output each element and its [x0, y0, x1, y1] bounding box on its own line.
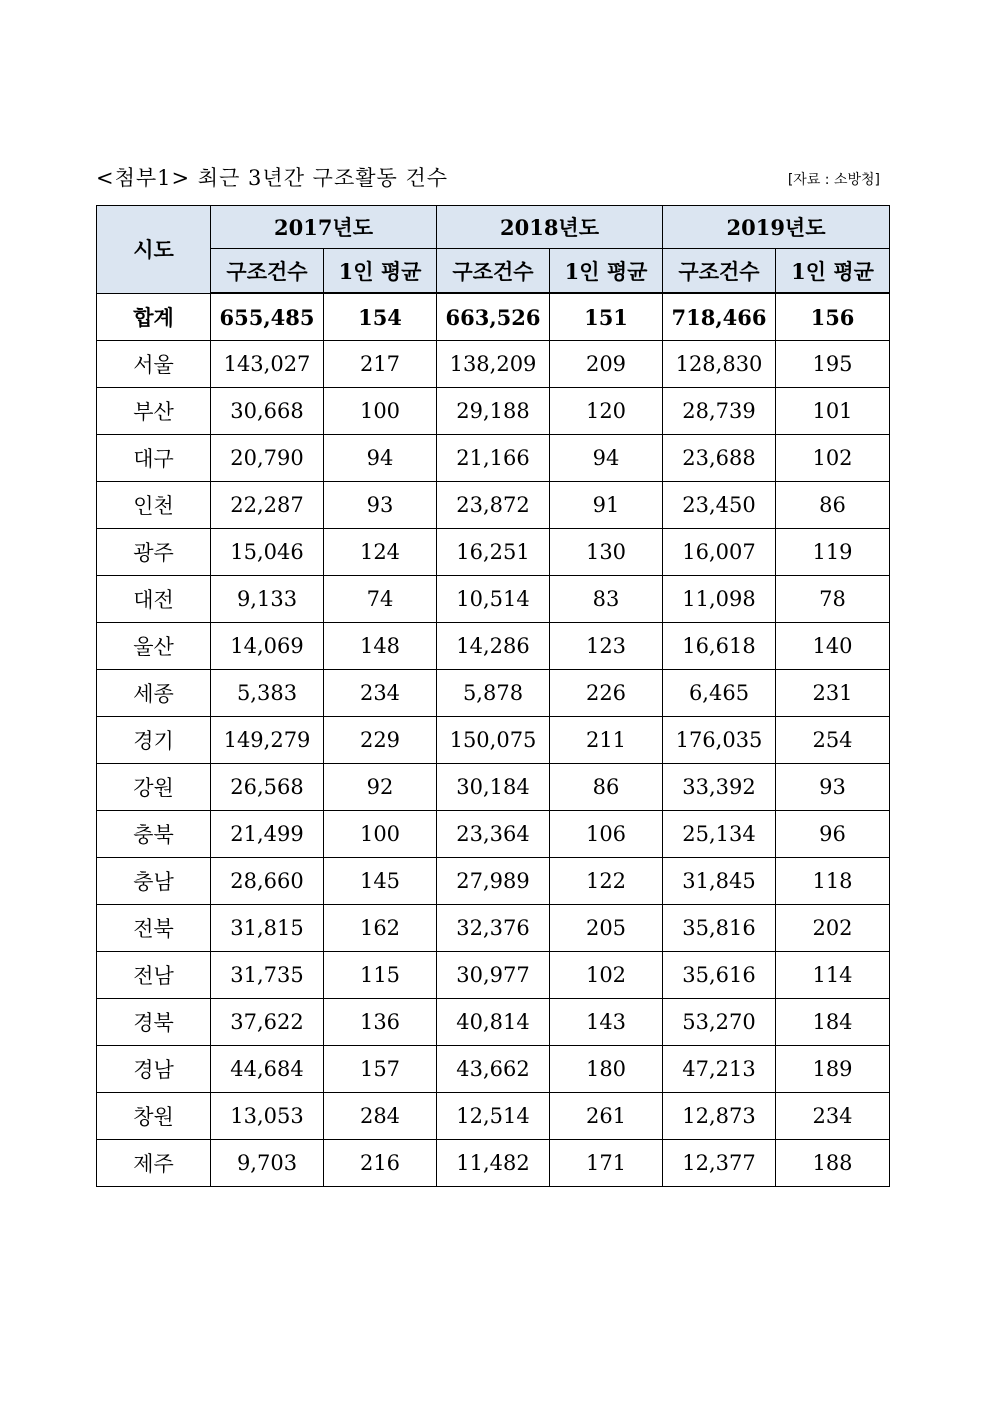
header-row-years — [97, 206, 890, 249]
rescue-count-cell: 30,184 — [437, 764, 550, 811]
rescue-count-cell: 53,270 — [663, 999, 776, 1046]
rescue-count-cell: 149,279 — [211, 717, 324, 764]
per-person-avg-cell: 92 — [324, 764, 437, 811]
year-header-2018: 2018년도 — [437, 206, 663, 249]
per-person-avg-cell: 106 — [550, 811, 663, 858]
table-row — [97, 999, 890, 1046]
rescue-count-cell: 44,684 — [211, 1046, 324, 1093]
per-person-avg-cell: 226 — [550, 670, 663, 717]
per-person-avg-cell: 156 — [776, 293, 890, 341]
rescue-count-cell: 143,027 — [211, 341, 324, 388]
rescue-count-cell: 47,213 — [663, 1046, 776, 1093]
rescue-count-cell: 29,188 — [437, 388, 550, 435]
per-person-avg-cell: 234 — [324, 670, 437, 717]
rescue-count-cell: 11,098 — [663, 576, 776, 623]
rescue-count-cell: 663,526 — [437, 293, 550, 341]
rescue-count-cell: 15,046 — [211, 529, 324, 576]
per-person-avg-cell: 217 — [324, 341, 437, 388]
per-person-avg-cell: 231 — [776, 670, 890, 717]
region-cell: 경북 — [97, 999, 211, 1046]
per-person-avg-cell: 136 — [324, 999, 437, 1046]
rescue-count-cell: 23,450 — [663, 482, 776, 529]
per-person-avg-cell: 74 — [324, 576, 437, 623]
table-row-total — [97, 293, 890, 341]
rescue-count-cell: 12,514 — [437, 1093, 550, 1140]
table-row — [97, 623, 890, 670]
rescue-count-cell: 9,133 — [211, 576, 324, 623]
table-row — [97, 1140, 890, 1187]
per-person-avg-cell: 102 — [550, 952, 663, 999]
region-cell: 경기 — [97, 717, 211, 764]
per-person-avg-cell: 195 — [776, 341, 890, 388]
region-cell: 창원 — [97, 1093, 211, 1140]
rescue-count-cell: 16,251 — [437, 529, 550, 576]
per-person-avg-cell: 86 — [776, 482, 890, 529]
per-person-avg-cell: 157 — [324, 1046, 437, 1093]
per-person-avg-cell: 229 — [324, 717, 437, 764]
per-person-avg-cell: 83 — [550, 576, 663, 623]
per-person-avg-cell: 205 — [550, 905, 663, 952]
table-row — [97, 482, 890, 529]
region-cell: 강원 — [97, 764, 211, 811]
rescue-count-cell: 31,815 — [211, 905, 324, 952]
rescue-count-cell: 27,989 — [437, 858, 550, 905]
rescue-count-cell: 150,075 — [437, 717, 550, 764]
rescue-count-header: 구조건수 — [211, 249, 324, 294]
per-person-avg-cell: 284 — [324, 1093, 437, 1140]
rescue-count-cell: 23,872 — [437, 482, 550, 529]
per-person-avg-cell: 171 — [550, 1140, 663, 1187]
per-person-avg-cell: 102 — [776, 435, 890, 482]
table-row — [97, 670, 890, 717]
per-person-avg-cell: 123 — [550, 623, 663, 670]
rescue-count-cell: 33,392 — [663, 764, 776, 811]
per-person-avg-cell: 94 — [324, 435, 437, 482]
per-person-avg-header: 1인 평균 — [324, 249, 437, 294]
rescue-count-cell: 5,383 — [211, 670, 324, 717]
rescue-count-cell: 16,007 — [663, 529, 776, 576]
region-cell: 인천 — [97, 482, 211, 529]
table-row — [97, 435, 890, 482]
region-cell: 충남 — [97, 858, 211, 905]
region-cell: 전남 — [97, 952, 211, 999]
per-person-avg-cell: 188 — [776, 1140, 890, 1187]
rescue-count-cell: 128,830 — [663, 341, 776, 388]
rescue-count-cell: 655,485 — [211, 293, 324, 341]
rescue-count-cell: 13,053 — [211, 1093, 324, 1140]
table-row — [97, 1046, 890, 1093]
rescue-count-cell: 28,739 — [663, 388, 776, 435]
per-person-avg-cell: 78 — [776, 576, 890, 623]
per-person-avg-cell: 202 — [776, 905, 890, 952]
rescue-count-cell: 30,668 — [211, 388, 324, 435]
per-person-avg-cell: 91 — [550, 482, 663, 529]
rescue-count-cell: 14,069 — [211, 623, 324, 670]
rescue-count-cell: 40,814 — [437, 999, 550, 1046]
table-row — [97, 811, 890, 858]
rescue-count-cell: 28,660 — [211, 858, 324, 905]
rescue-count-cell: 35,616 — [663, 952, 776, 999]
region-cell: 광주 — [97, 529, 211, 576]
per-person-avg-cell: 124 — [324, 529, 437, 576]
region-cell: 대전 — [97, 576, 211, 623]
table-row — [97, 341, 890, 388]
per-person-avg-header: 1인 평균 — [550, 249, 663, 294]
per-person-avg-cell: 254 — [776, 717, 890, 764]
rescue-count-cell: 23,688 — [663, 435, 776, 482]
table-row — [97, 764, 890, 811]
per-person-avg-cell: 234 — [776, 1093, 890, 1140]
per-person-avg-cell: 145 — [324, 858, 437, 905]
per-person-avg-cell: 216 — [324, 1140, 437, 1187]
per-person-avg-cell: 100 — [324, 811, 437, 858]
per-person-avg-cell: 261 — [550, 1093, 663, 1140]
table-row — [97, 529, 890, 576]
per-person-avg-cell: 93 — [324, 482, 437, 529]
per-person-avg-cell: 100 — [324, 388, 437, 435]
rescue-count-cell: 138,209 — [437, 341, 550, 388]
rescue-count-cell: 9,703 — [211, 1140, 324, 1187]
per-person-avg-cell: 118 — [776, 858, 890, 905]
region-cell: 제주 — [97, 1140, 211, 1187]
table-row — [97, 388, 890, 435]
region-cell: 서울 — [97, 341, 211, 388]
rescue-count-cell: 20,790 — [211, 435, 324, 482]
region-cell: 합계 — [97, 293, 211, 341]
per-person-avg-cell: 211 — [550, 717, 663, 764]
rescue-count-cell: 35,816 — [663, 905, 776, 952]
year-header-2019: 2019년도 — [663, 206, 890, 249]
per-person-avg-cell: 114 — [776, 952, 890, 999]
table-row — [97, 1093, 890, 1140]
rescue-count-header: 구조건수 — [437, 249, 550, 294]
rescue-count-cell: 12,873 — [663, 1093, 776, 1140]
rescue-count-cell: 31,845 — [663, 858, 776, 905]
rescue-count-cell: 25,134 — [663, 811, 776, 858]
per-person-avg-cell: 143 — [550, 999, 663, 1046]
header-row-metrics — [97, 249, 890, 294]
rescue-count-cell: 37,622 — [211, 999, 324, 1046]
per-person-avg-cell: 140 — [776, 623, 890, 670]
rescue-count-cell: 32,376 — [437, 905, 550, 952]
table-row — [97, 717, 890, 764]
per-person-avg-cell: 154 — [324, 293, 437, 341]
rescue-count-cell: 30,977 — [437, 952, 550, 999]
per-person-avg-cell: 115 — [324, 952, 437, 999]
per-person-avg-cell: 151 — [550, 293, 663, 341]
per-person-avg-cell: 130 — [550, 529, 663, 576]
rescue-count-cell: 21,499 — [211, 811, 324, 858]
per-person-avg-cell: 94 — [550, 435, 663, 482]
source-note: [자료 : 소방청] — [787, 172, 880, 188]
rescue-count-header: 구조건수 — [663, 249, 776, 294]
rescue-count-cell: 5,878 — [437, 670, 550, 717]
rescue-count-cell: 31,735 — [211, 952, 324, 999]
region-cell: 경남 — [97, 1046, 211, 1093]
rescue-count-cell: 21,166 — [437, 435, 550, 482]
rescue-count-cell: 10,514 — [437, 576, 550, 623]
per-person-avg-cell: 209 — [550, 341, 663, 388]
per-person-avg-cell: 148 — [324, 623, 437, 670]
region-cell: 세종 — [97, 670, 211, 717]
region-cell: 전북 — [97, 905, 211, 952]
title-row — [96, 158, 888, 198]
rescue-count-cell: 22,287 — [211, 482, 324, 529]
rescue-count-cell: 14,286 — [437, 623, 550, 670]
document-title: <첨부1> 최근 3년간 구조활동 건수 — [96, 166, 449, 190]
per-person-avg-cell: 101 — [776, 388, 890, 435]
rescue-stats-table — [96, 205, 890, 1187]
table-row — [97, 858, 890, 905]
per-person-avg-cell: 93 — [776, 764, 890, 811]
per-person-avg-cell: 184 — [776, 999, 890, 1046]
rescue-count-cell: 6,465 — [663, 670, 776, 717]
region-cell: 대구 — [97, 435, 211, 482]
per-person-avg-cell: 189 — [776, 1046, 890, 1093]
region-cell: 울산 — [97, 623, 211, 670]
rescue-count-cell: 26,568 — [211, 764, 324, 811]
rescue-count-cell: 718,466 — [663, 293, 776, 341]
per-person-avg-cell: 122 — [550, 858, 663, 905]
region-cell: 부산 — [97, 388, 211, 435]
table-row — [97, 952, 890, 999]
per-person-avg-cell: 119 — [776, 529, 890, 576]
region-cell: 충북 — [97, 811, 211, 858]
rescue-count-cell: 23,364 — [437, 811, 550, 858]
per-person-avg-cell: 162 — [324, 905, 437, 952]
table-row — [97, 905, 890, 952]
per-person-avg-header: 1인 평균 — [776, 249, 890, 294]
year-header-2017: 2017년도 — [211, 206, 437, 249]
per-person-avg-cell: 180 — [550, 1046, 663, 1093]
per-person-avg-cell: 86 — [550, 764, 663, 811]
rescue-count-cell: 11,482 — [437, 1140, 550, 1187]
per-person-avg-cell: 96 — [776, 811, 890, 858]
table-row — [97, 576, 890, 623]
region-header: 시도 — [97, 206, 211, 294]
rescue-count-cell: 176,035 — [663, 717, 776, 764]
rescue-count-cell: 16,618 — [663, 623, 776, 670]
rescue-count-cell: 12,377 — [663, 1140, 776, 1187]
per-person-avg-cell: 120 — [550, 388, 663, 435]
table-body — [97, 293, 890, 1187]
rescue-count-cell: 43,662 — [437, 1046, 550, 1093]
